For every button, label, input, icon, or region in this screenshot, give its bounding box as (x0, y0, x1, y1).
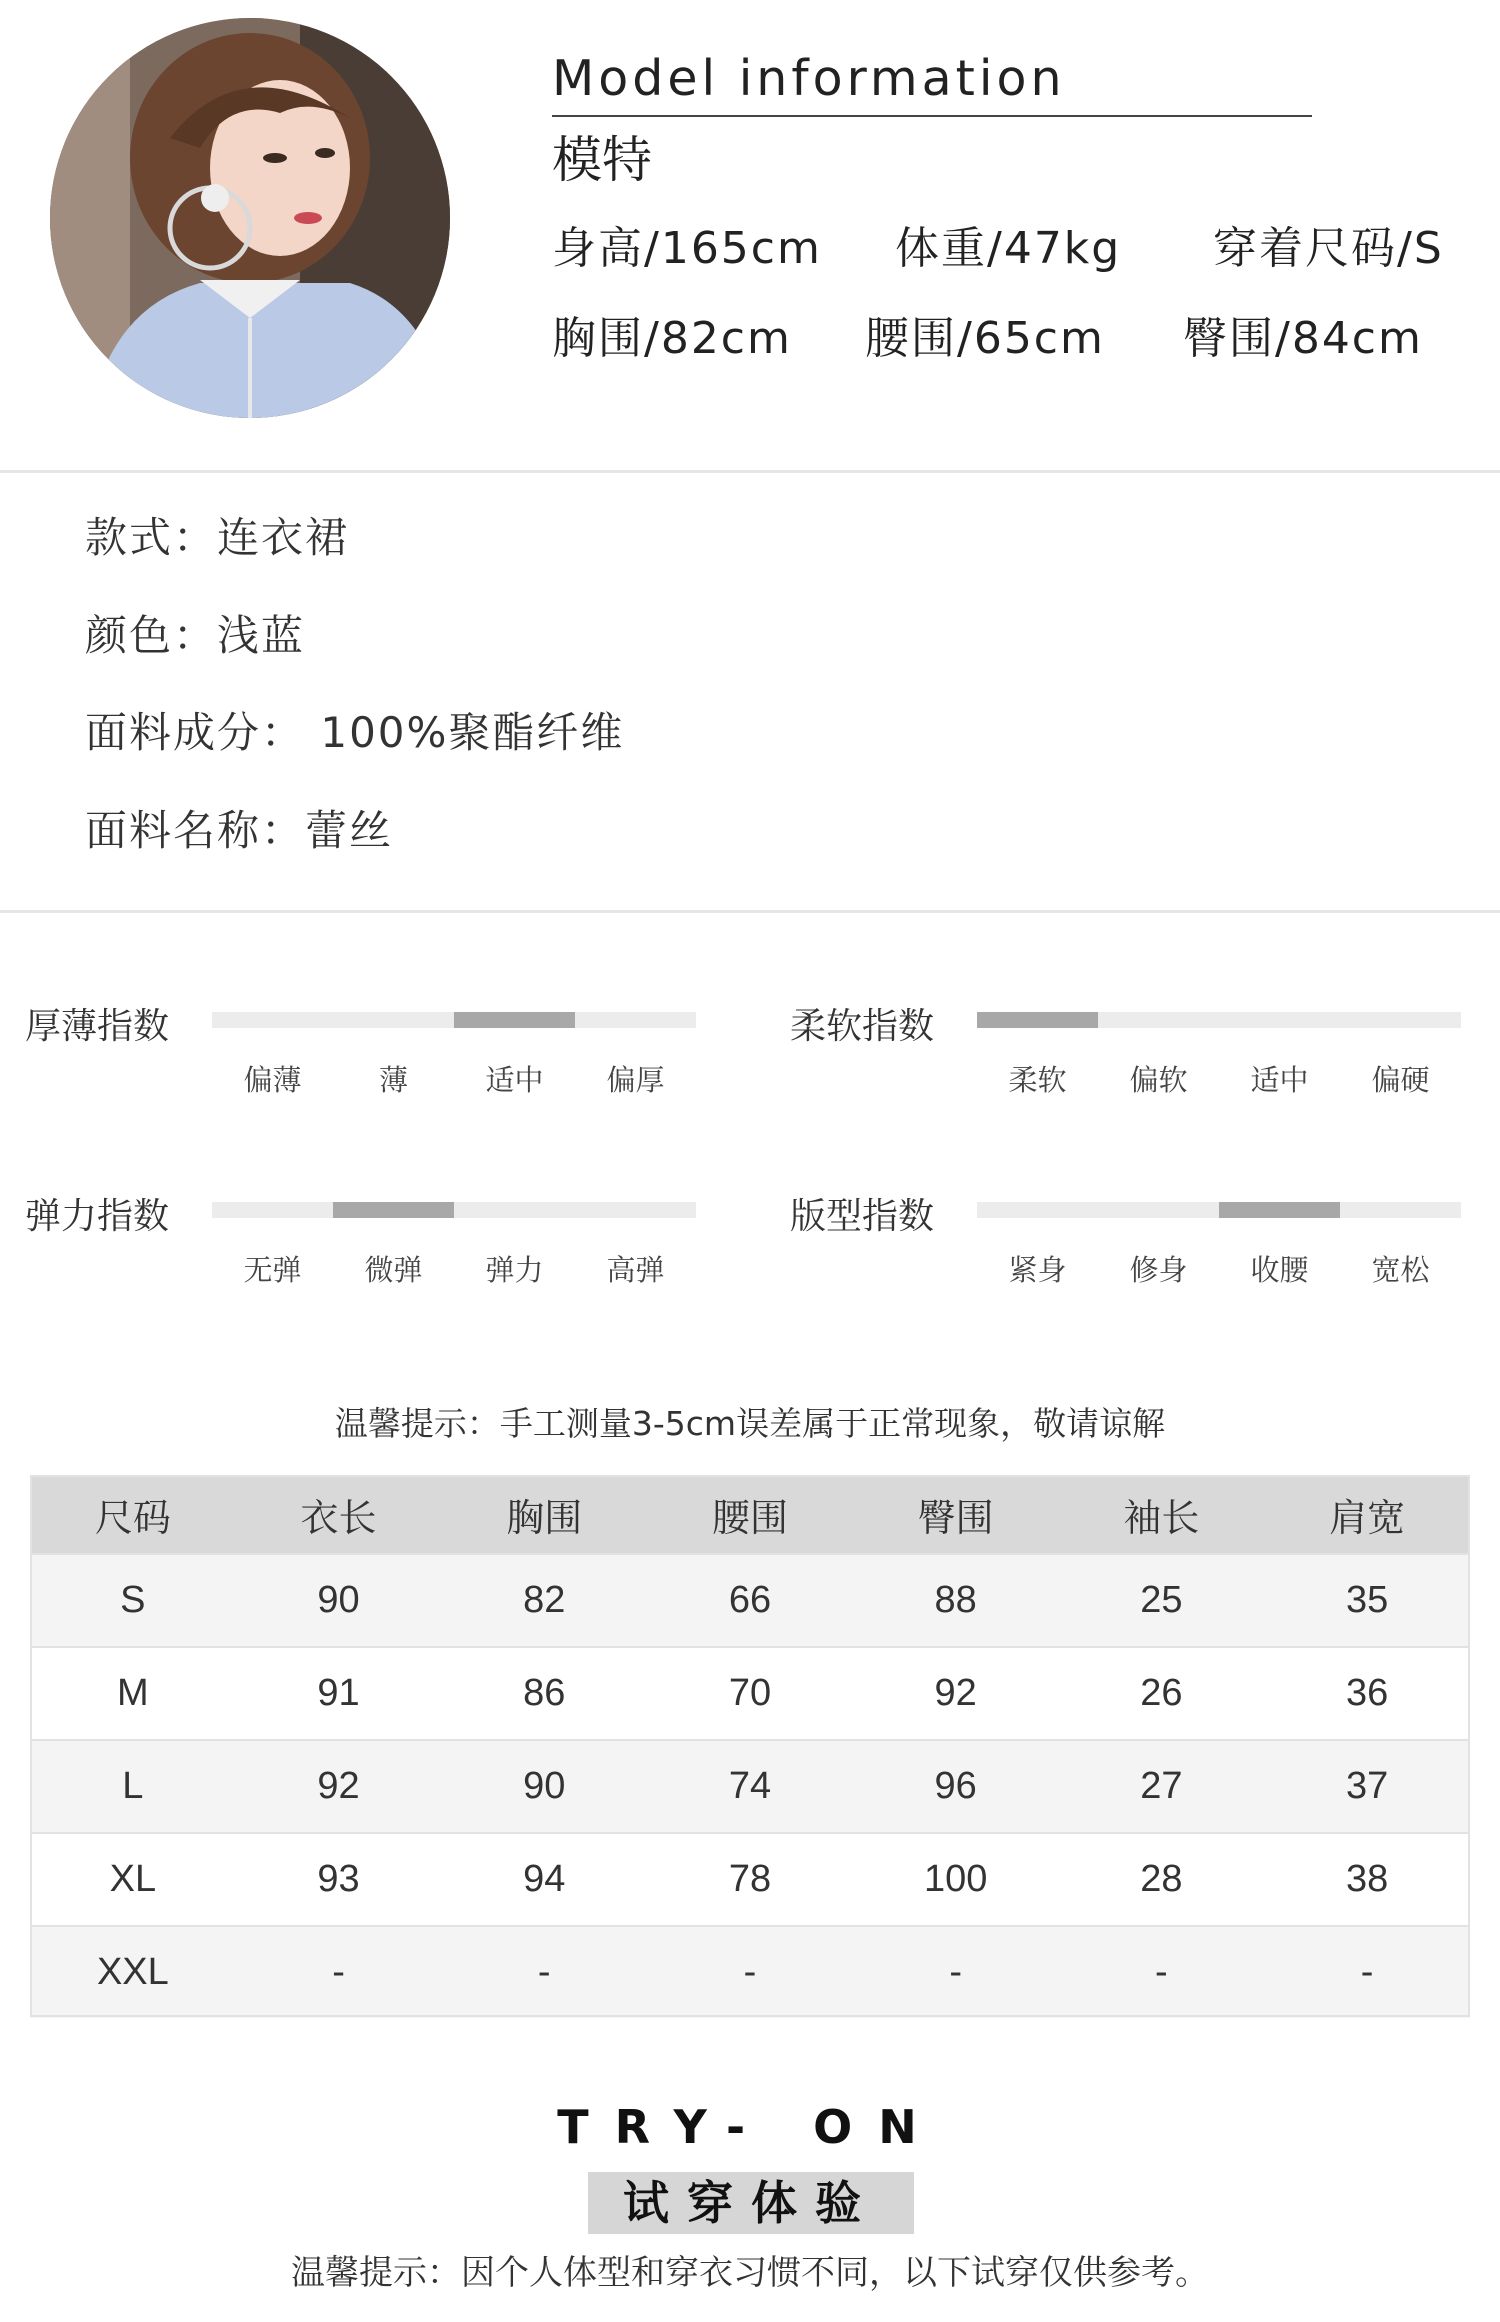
fit-index-label: 宽松 (1371, 1253, 1430, 1287)
softness-index-label: 偏硬 (1371, 1063, 1430, 1097)
fit-index-label: 紧身 (1008, 1253, 1067, 1287)
size-cell-value: 86 (441, 1647, 647, 1740)
thickness-index-title: 厚薄指数 (25, 1006, 170, 1047)
size-cell-value: 74 (647, 1740, 853, 1833)
size-cell-value: 82 (441, 1554, 647, 1647)
softness-index-label: 柔软 (1008, 1063, 1067, 1097)
elasticity-index-label: 无弹 (243, 1253, 302, 1287)
product-fabric: 面料成分： 100%聚酯纤维 (85, 708, 625, 757)
size-cell-value: 37 (1264, 1740, 1470, 1833)
size-cell-value: - (1264, 1926, 1470, 2018)
header-bust: 胸围 (441, 1475, 647, 1554)
header-hip: 臀围 (853, 1475, 1059, 1554)
model-info-title: Model information (552, 50, 1066, 107)
size-cell-value: 36 (1264, 1647, 1470, 1740)
product-color: 颜色：浅蓝 (85, 611, 306, 660)
elasticity-index-marker (333, 1202, 454, 1218)
size-cell-value: 88 (853, 1554, 1059, 1647)
title-underline (552, 115, 1312, 117)
size-chart (30, 1475, 1470, 2018)
thickness-index-label: 偏厚 (606, 1063, 665, 1097)
size-row (30, 1554, 1470, 1647)
model-weight: 体重/47kg (895, 223, 1122, 274)
size-cell-value: 94 (441, 1833, 647, 1926)
header-length: 衣长 (236, 1475, 442, 1554)
size-header-row (30, 1475, 1470, 1554)
size-cell-value: 96 (853, 1740, 1059, 1833)
size-cell-value: 90 (236, 1554, 442, 1647)
size-cell-value: 92 (236, 1740, 442, 1833)
model-waist: 腰围/65cm (865, 313, 1105, 364)
thickness-index-label: 偏薄 (243, 1063, 302, 1097)
size-cell-value: - (647, 1926, 853, 2018)
fit-index-label: 收腰 (1250, 1253, 1309, 1287)
size-row (30, 1833, 1470, 1926)
size-cell-value: - (1059, 1926, 1265, 2018)
header-shoulder: 肩宽 (1264, 1475, 1470, 1554)
model-photo (50, 18, 450, 418)
thickness-index-marker (454, 1012, 575, 1028)
elasticity-index-label: 弹力 (485, 1253, 544, 1287)
elasticity-index-label: 高弹 (606, 1253, 665, 1287)
thickness-index-label: 适中 (485, 1063, 544, 1097)
softness-index-label: 适中 (1250, 1063, 1309, 1097)
size-row (30, 1740, 1470, 1833)
thickness-index-track (212, 1012, 696, 1028)
fit-index-title: 版型指数 (790, 1196, 935, 1237)
softness-index-title: 柔软指数 (790, 1006, 935, 1047)
size-cell-value: 27 (1059, 1740, 1265, 1833)
size-cell-value: 78 (647, 1833, 853, 1926)
size-cell-value: 35 (1264, 1554, 1470, 1647)
model-label: 模特 (552, 131, 652, 189)
header-sleeve: 袖长 (1059, 1475, 1265, 1554)
size-cell-value: 92 (853, 1647, 1059, 1740)
softness-index-track (977, 1012, 1461, 1028)
fit-index-track (977, 1202, 1461, 1218)
elasticity-index-track (212, 1202, 696, 1218)
size-cell-value: 26 (1059, 1647, 1265, 1740)
product-fabric-name: 面料名称：蕾丝 (85, 806, 394, 855)
size-cell-label: L (30, 1740, 236, 1833)
softness-index-label: 偏软 (1129, 1063, 1188, 1097)
size-cell-value: - (236, 1926, 442, 2018)
size-cell-value: - (441, 1926, 647, 2018)
model-size: 穿着尺码/S (1213, 223, 1444, 274)
size-cell-value: 25 (1059, 1554, 1265, 1647)
size-cell-label: XXL (30, 1926, 236, 2018)
size-row (30, 1647, 1470, 1740)
size-row (30, 1926, 1470, 2018)
product-style: 款式：连衣裙 (85, 513, 350, 562)
size-cell-value: 70 (647, 1647, 853, 1740)
size-cell-label: XL (30, 1833, 236, 1926)
size-cell-value: - (853, 1926, 1059, 2018)
tryon-note: 温馨提示：因个人体型和穿衣习惯不同，以下试穿仅供参考。 (291, 2253, 1209, 2293)
fit-index-marker (1219, 1202, 1340, 1218)
size-cell-value: 90 (441, 1740, 647, 1833)
size-cell-label: S (30, 1554, 236, 1647)
measurement-notice: 温馨提示：手工测量3-5cm误差属于正常现象，敬请谅解 (334, 1404, 1166, 1443)
section-divider (0, 470, 1500, 473)
size-cell-value: 93 (236, 1833, 442, 1926)
tryon-subtitle: 试穿体验 (623, 2176, 879, 2230)
model-height: 身高/165cm (552, 223, 822, 274)
fit-index-label: 修身 (1129, 1253, 1188, 1287)
header-waist: 腰围 (647, 1475, 853, 1554)
softness-index-marker (977, 1012, 1098, 1028)
size-cell-label: M (30, 1647, 236, 1740)
size-cell-value: 91 (236, 1647, 442, 1740)
header-size: 尺码 (30, 1475, 236, 1554)
size-cell-value: 38 (1264, 1833, 1470, 1926)
model-hip: 臀围/84cm (1183, 313, 1423, 364)
model-bust: 胸围/82cm (552, 313, 792, 364)
size-cell-value: 100 (853, 1833, 1059, 1926)
tryon-title: TRY- ON (557, 2100, 943, 2154)
section-divider (0, 910, 1500, 913)
thickness-index-label: 薄 (378, 1063, 409, 1097)
size-cell-value: 28 (1059, 1833, 1265, 1926)
elasticity-index-label: 微弹 (364, 1253, 423, 1287)
size-cell-value: 66 (647, 1554, 853, 1647)
elasticity-index-title: 弹力指数 (25, 1196, 170, 1237)
